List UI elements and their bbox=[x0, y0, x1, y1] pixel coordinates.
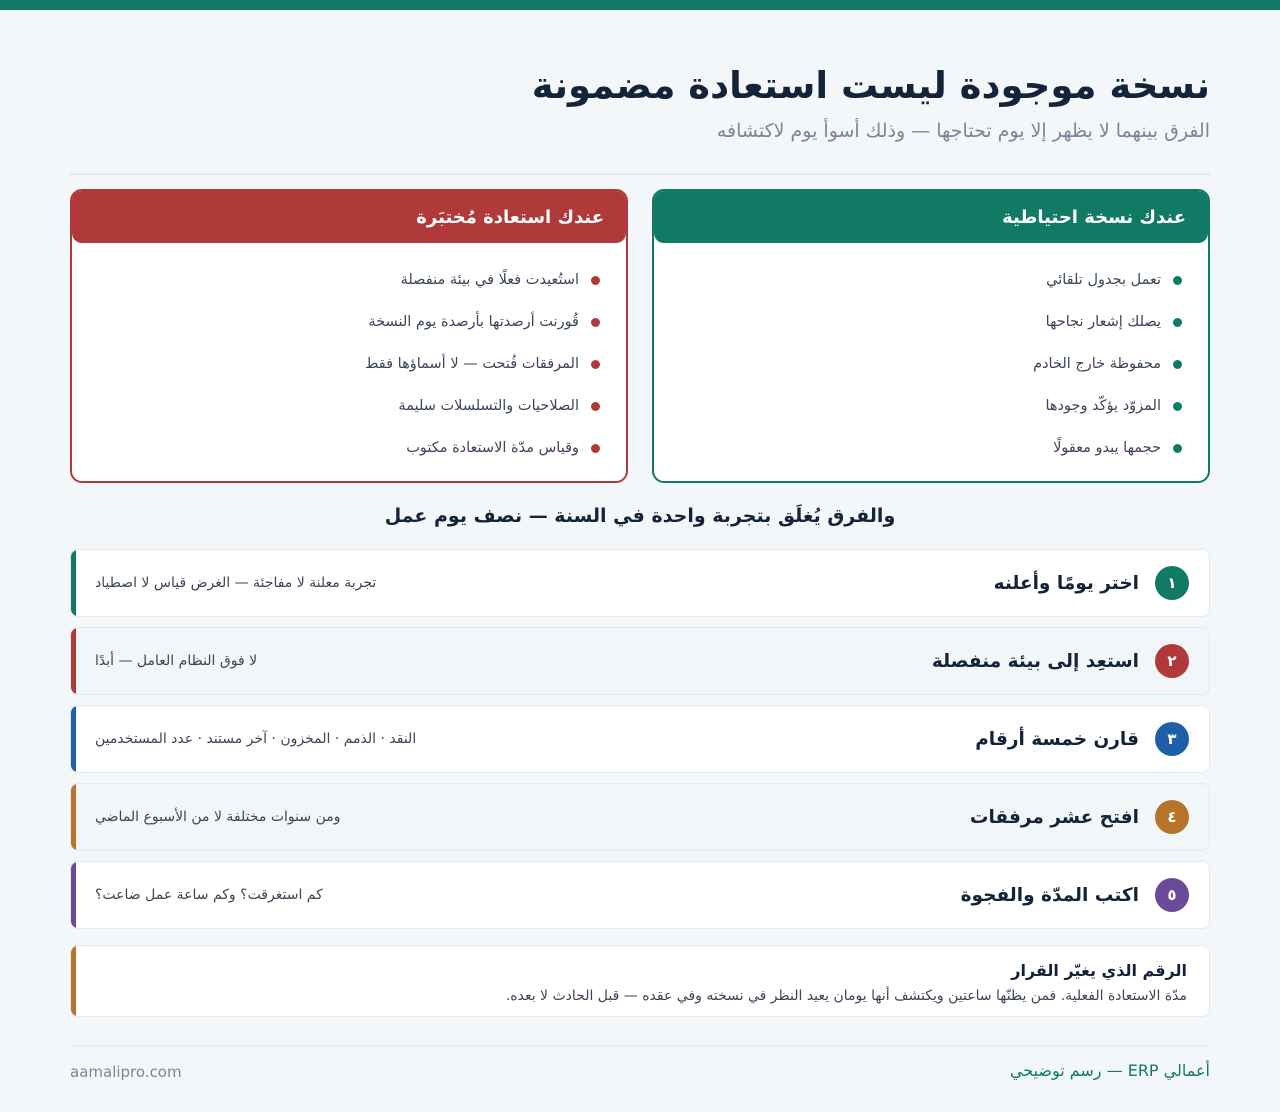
page-title: نسخة موجودة ليست استعادة مضمونة bbox=[531, 64, 1210, 107]
key-number-callout bbox=[70, 945, 1210, 1017]
step-title: قارن خمسة أرقام bbox=[975, 728, 1139, 750]
bullet-icon bbox=[1173, 318, 1182, 327]
footer-brand: أعمالي ERP — رسم توضيحي bbox=[1009, 1061, 1210, 1080]
list-item-text: وقياس مدّة الاستعادة مكتوب bbox=[406, 440, 579, 456]
bullet-icon bbox=[591, 276, 600, 285]
step-title: اكتب المدّة والفجوة bbox=[960, 884, 1139, 906]
restore-card-list bbox=[72, 243, 626, 469]
step-number-badge: ١ bbox=[1155, 566, 1189, 600]
bullet-icon bbox=[1173, 360, 1182, 369]
step-row bbox=[70, 705, 1210, 773]
list-item bbox=[654, 427, 1182, 469]
callout-title: الرقم الذي يغيّر القرار bbox=[1011, 961, 1187, 980]
list-item-text: قُورنت أرصدتها بأرصدة يوم النسخة bbox=[368, 314, 579, 330]
callout-text: مدّة الاستعادة الفعلية. فمن يظنّها ساعتين ويكتشف أنها يومان يعيد النظر في نسخته وفي عقده — قبل الحادث لا بعده. bbox=[505, 988, 1187, 1004]
list-item bbox=[654, 385, 1182, 427]
list-item bbox=[72, 427, 600, 469]
list-item-text: محفوظة خارج الخادم bbox=[1033, 356, 1161, 372]
footer-divider bbox=[70, 1045, 1210, 1046]
step-accent bbox=[71, 706, 76, 772]
step-accent bbox=[71, 862, 76, 928]
header-divider bbox=[70, 173, 1210, 175]
step-accent bbox=[71, 784, 76, 850]
list-item bbox=[654, 343, 1182, 385]
bullet-icon bbox=[1173, 276, 1182, 285]
step-row bbox=[70, 861, 1210, 929]
step-description: النقد · الذمم · المخزون · آخر مستند · عدد المستخدمين bbox=[95, 731, 417, 747]
restore-card bbox=[70, 189, 628, 483]
list-item bbox=[72, 259, 600, 301]
list-item bbox=[72, 301, 600, 343]
restore-card-header: عندك استعادة مُختبَرة bbox=[72, 191, 626, 243]
step-description: لا فوق النظام العامل — أبدًا bbox=[95, 653, 258, 669]
step-accent bbox=[71, 628, 76, 694]
step-description: تجربة معلنة لا مفاجئة — الغرض قياس لا اصطياد bbox=[95, 575, 377, 591]
step-number-badge: ٥ bbox=[1155, 878, 1189, 912]
bullet-icon bbox=[591, 360, 600, 369]
list-item-text: استُعيدت فعلًا في بيئة منفصلة bbox=[400, 272, 579, 288]
step-title: افتح عشر مرفقات bbox=[969, 806, 1139, 828]
list-item-text: يصلك إشعار نجاحها bbox=[1045, 314, 1161, 330]
backup-card-list bbox=[654, 243, 1208, 469]
steps-heading: والفرق يُغلَق بتجربة واحدة في السنة — نصف يوم عمل bbox=[384, 505, 896, 527]
step-accent bbox=[71, 550, 76, 616]
step-number-badge: ٤ bbox=[1155, 800, 1189, 834]
step-row bbox=[70, 549, 1210, 617]
step-title: استعِد إلى بيئة منفصلة bbox=[931, 650, 1139, 672]
backup-card bbox=[652, 189, 1210, 483]
callout-accent bbox=[71, 946, 76, 1016]
list-item bbox=[654, 301, 1182, 343]
footer-website-link[interactable]: aamalipro.com bbox=[70, 1063, 182, 1081]
list-item-text: حجمها يبدو معقولًا bbox=[1053, 440, 1161, 456]
bullet-icon bbox=[1173, 402, 1182, 411]
step-number-badge: ٣ bbox=[1155, 722, 1189, 756]
list-item bbox=[72, 385, 600, 427]
bullet-icon bbox=[591, 402, 600, 411]
step-description: كم استغرقت؟ وكم ساعة عمل ضاعت؟ bbox=[95, 887, 323, 903]
bullet-icon bbox=[591, 444, 600, 453]
list-item bbox=[654, 259, 1182, 301]
step-number-badge: ٢ bbox=[1155, 644, 1189, 678]
list-item-text: تعمل بجدول تلقائي bbox=[1046, 272, 1161, 288]
bullet-icon bbox=[1173, 444, 1182, 453]
backup-card-header: عندك نسخة احتياطية bbox=[654, 191, 1208, 243]
page-subtitle: الفرق بينهما لا يظهر إلا يوم تحتاجها — وذلك أسوأ يوم لاكتشافه bbox=[716, 120, 1210, 142]
top-accent-bar bbox=[0, 0, 1280, 10]
list-item-text: المرفقات فُتحت — لا أسماؤها فقط bbox=[365, 356, 579, 372]
step-title: اختر يومًا وأعلنه bbox=[993, 572, 1139, 594]
list-item bbox=[72, 343, 600, 385]
step-row bbox=[70, 627, 1210, 695]
step-row bbox=[70, 783, 1210, 851]
step-description: ومن سنوات مختلفة لا من الأسبوع الماضي bbox=[95, 809, 341, 825]
bullet-icon bbox=[591, 318, 600, 327]
list-item-text: الصلاحيات والتسلسلات سليمة bbox=[398, 398, 579, 414]
list-item-text: المزوّد يؤكّد وجودها bbox=[1045, 398, 1161, 414]
